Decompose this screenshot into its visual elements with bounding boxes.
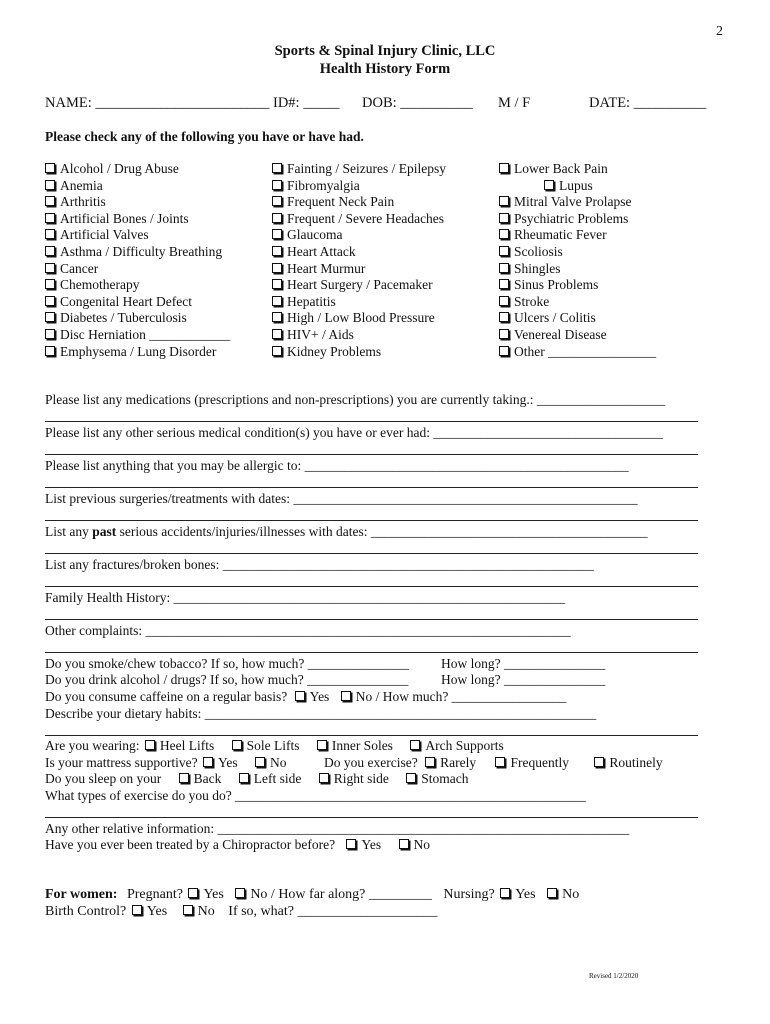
checkbox-icon[interactable] bbox=[239, 773, 249, 783]
condition-item[interactable]: Other ________________ bbox=[499, 344, 656, 361]
checkbox-icon[interactable] bbox=[272, 229, 282, 239]
form-title: Health History Form bbox=[319, 61, 451, 77]
checkbox-icon[interactable] bbox=[499, 279, 509, 289]
checkbox-icon[interactable] bbox=[45, 163, 55, 173]
checkbox-icon[interactable] bbox=[500, 888, 510, 898]
condition-item[interactable]: HIV+ / Aids bbox=[272, 327, 446, 344]
checkbox-icon[interactable] bbox=[499, 329, 509, 339]
wearing-question: Are you wearing: Heel Lifts Sole Lifts Inner Soles Arch Supports bbox=[45, 738, 504, 753]
condition-item[interactable]: Anemia bbox=[45, 178, 230, 195]
checkbox-icon[interactable] bbox=[399, 839, 409, 849]
condition-item[interactable]: Alcohol / Drug Abuse bbox=[45, 161, 230, 178]
checkbox-icon[interactable] bbox=[272, 196, 282, 206]
checkbox-icon[interactable] bbox=[272, 296, 282, 306]
checkbox-icon[interactable] bbox=[132, 905, 142, 915]
checkbox-icon[interactable] bbox=[272, 312, 282, 322]
checkbox-icon[interactable] bbox=[232, 740, 242, 750]
condition-item[interactable]: Fibromyalgia bbox=[272, 178, 446, 195]
condition-item[interactable]: Mitral Valve Prolapse bbox=[499, 194, 656, 211]
checkbox-icon[interactable] bbox=[45, 213, 55, 223]
conditions-col2 bbox=[272, 161, 446, 360]
checkbox-icon[interactable] bbox=[272, 163, 282, 173]
checkbox-icon[interactable] bbox=[272, 246, 282, 256]
checkbox-icon[interactable] bbox=[406, 773, 416, 783]
checkbox-icon[interactable] bbox=[45, 346, 55, 356]
condition-item[interactable]: Scoliosis bbox=[499, 244, 656, 261]
drink-how-long[interactable]: How long? _______________ bbox=[441, 672, 606, 687]
exercise-types-question[interactable]: What types of exercise do you do? ____________________________________________________ bbox=[45, 788, 587, 803]
dob-field[interactable]: DOB: __________ bbox=[362, 95, 473, 111]
revised-date: Revised 1/2/2020 bbox=[589, 972, 639, 980]
checkbox-icon[interactable] bbox=[272, 279, 282, 289]
birth-control-question: Birth Control? Yes No If so, what? ____________________ bbox=[45, 904, 438, 919]
checkbox-icon[interactable] bbox=[183, 905, 193, 915]
conditions-question[interactable]: Please list any other serious medical condition(s) you have or ever had: __________________________________ bbox=[45, 425, 663, 440]
checkbox-icon[interactable] bbox=[499, 246, 509, 256]
diet-question[interactable]: Describe your dietary habits: __________________________________________________________ bbox=[45, 706, 597, 721]
checkbox-icon[interactable] bbox=[495, 757, 505, 767]
condition-item[interactable]: Chemotherapy bbox=[45, 277, 230, 294]
chiropractor-question: Have you ever been treated by a Chiropractor before? Yes No bbox=[45, 837, 431, 852]
checkbox-icon[interactable] bbox=[179, 773, 189, 783]
answer-line[interactable] bbox=[45, 454, 698, 455]
checkbox-icon[interactable] bbox=[272, 263, 282, 273]
checkbox-icon[interactable] bbox=[272, 213, 282, 223]
checkbox-icon[interactable] bbox=[499, 163, 509, 173]
exercise-question: Do you exercise? Rarely Frequently Routinely bbox=[324, 755, 663, 770]
answer-line[interactable] bbox=[45, 520, 698, 521]
condition-item[interactable]: Frequent Neck Pain bbox=[272, 194, 446, 211]
condition-item[interactable]: Heart Surgery / Pacemaker bbox=[272, 277, 446, 294]
condition-item[interactable]: Disc Herniation ____________ bbox=[45, 327, 230, 344]
condition-item[interactable]: Artificial Valves bbox=[45, 227, 230, 244]
checkbox-icon[interactable] bbox=[272, 329, 282, 339]
condition-item[interactable]: Heart Attack bbox=[272, 244, 446, 261]
checkbox-icon[interactable] bbox=[203, 757, 213, 767]
answer-line[interactable] bbox=[45, 421, 698, 422]
checkbox-icon[interactable] bbox=[317, 740, 327, 750]
answer-line[interactable] bbox=[45, 652, 698, 653]
checkbox-icon[interactable] bbox=[255, 757, 265, 767]
checkbox-icon[interactable] bbox=[272, 346, 282, 356]
checkbox-icon[interactable] bbox=[499, 213, 509, 223]
condition-item[interactable]: Kidney Problems bbox=[272, 344, 446, 361]
checkbox-icon[interactable] bbox=[45, 180, 55, 190]
instruction: Please check any of the following you have or have had. bbox=[45, 129, 364, 144]
answer-line[interactable] bbox=[45, 735, 698, 736]
checkbox-icon[interactable] bbox=[145, 740, 155, 750]
checkbox-icon[interactable] bbox=[499, 312, 509, 322]
condition-item[interactable]: Cancer bbox=[45, 261, 230, 278]
condition-item[interactable]: Sinus Problems bbox=[499, 277, 656, 294]
condition-item[interactable]: Heart Murmur bbox=[272, 261, 446, 278]
checkbox-icon[interactable] bbox=[45, 312, 55, 322]
checkbox-icon[interactable] bbox=[346, 839, 356, 849]
accidents-question[interactable]: List any past serious accidents/injuries/illnesses with dates: _________________________________________ bbox=[45, 524, 648, 539]
checkbox-icon[interactable] bbox=[547, 888, 557, 898]
checkbox-icon[interactable] bbox=[425, 757, 435, 767]
checkbox-icon[interactable] bbox=[499, 263, 509, 273]
id-field[interactable]: ID#: _____ bbox=[273, 95, 340, 111]
condition-item[interactable]: Asthma / Difficulty Breathing bbox=[45, 244, 230, 261]
caffeine-question: Do you consume caffeine on a regular basis? Yes No / How much? _________________ bbox=[45, 689, 567, 704]
checkbox-icon[interactable] bbox=[410, 740, 420, 750]
family-history-question[interactable]: Family Health History: __________________________________________________________ bbox=[45, 590, 566, 605]
name-field[interactable]: NAME: ________________________ bbox=[45, 95, 270, 111]
condition-item[interactable]: Congenital Heart Defect bbox=[45, 294, 230, 311]
other-complaints-question[interactable]: Other complaints: _______________________________________________________________ bbox=[45, 623, 571, 638]
condition-item[interactable]: Ulcers / Colitis bbox=[499, 310, 656, 327]
checkbox-icon[interactable] bbox=[45, 329, 55, 339]
checkbox-icon[interactable] bbox=[295, 691, 305, 701]
answer-line[interactable] bbox=[45, 487, 698, 488]
checkbox-icon[interactable] bbox=[45, 263, 55, 273]
clinic-name: Sports & Spinal Injury Clinic, LLC bbox=[274, 43, 496, 59]
fractures-question[interactable]: List any fractures/broken bones: _______________________________________________________ bbox=[45, 557, 594, 572]
condition-item[interactable]: Fainting / Seizures / Epilepsy bbox=[272, 161, 446, 178]
answer-line[interactable] bbox=[45, 619, 698, 620]
condition-item[interactable]: Psychiatric Problems bbox=[499, 211, 656, 228]
conditions-col3 bbox=[499, 161, 656, 360]
page-number: 2 bbox=[716, 24, 723, 39]
condition-item[interactable]: High / Low Blood Pressure bbox=[272, 310, 446, 327]
allergies-question[interactable]: Please list anything that you may be allergic to: ________________________________________________ bbox=[45, 458, 629, 473]
surgeries-question[interactable]: List previous surgeries/treatments with dates: ___________________________________________________ bbox=[45, 491, 638, 506]
checkbox-icon[interactable] bbox=[544, 180, 554, 190]
checkbox-icon[interactable] bbox=[272, 180, 282, 190]
condition-item[interactable]: Rheumatic Fever bbox=[499, 227, 656, 244]
condition-item[interactable]: Stroke bbox=[499, 294, 656, 311]
drink-question[interactable]: Do you drink alcohol / drugs? If so, how much? _______________ bbox=[45, 672, 409, 687]
mattress-question: Is your mattress supportive? Yes No bbox=[45, 755, 287, 770]
checkbox-icon[interactable] bbox=[499, 196, 509, 206]
conditions-col1 bbox=[45, 161, 230, 360]
checkbox-icon[interactable] bbox=[499, 296, 509, 306]
checkbox-icon[interactable] bbox=[319, 773, 329, 783]
checkbox-icon[interactable] bbox=[594, 757, 604, 767]
condition-item[interactable]: Arthritis bbox=[45, 194, 230, 211]
checkbox-icon[interactable] bbox=[45, 229, 55, 239]
checkbox-icon[interactable] bbox=[235, 888, 245, 898]
women-section: For women: Pregnant? Yes No / How far along? _________ Nursing? Yes No bbox=[45, 887, 580, 902]
checkbox-icon[interactable] bbox=[45, 246, 55, 256]
answer-line[interactable] bbox=[45, 817, 698, 818]
checkbox-icon[interactable] bbox=[341, 691, 351, 701]
condition-item[interactable]: Diabetes / Tuberculosis bbox=[45, 310, 230, 327]
sleep-question: Do you sleep on your Back Left side Right side Stomach bbox=[45, 771, 469, 786]
condition-item[interactable]: Frequent / Severe Headaches bbox=[272, 211, 446, 228]
condition-item[interactable]: Lupus bbox=[499, 178, 656, 195]
checkbox-icon[interactable] bbox=[499, 229, 509, 239]
checkbox-icon[interactable] bbox=[188, 888, 198, 898]
relative-info-question[interactable]: Any other relative information: _____________________________________________________________ bbox=[45, 821, 630, 836]
checkbox-icon[interactable] bbox=[45, 196, 55, 206]
checkbox-icon[interactable] bbox=[499, 346, 509, 356]
checkbox-icon[interactable] bbox=[45, 296, 55, 306]
condition-item[interactable]: Glaucoma bbox=[272, 227, 446, 244]
condition-item[interactable]: Shingles bbox=[499, 261, 656, 278]
answer-line[interactable] bbox=[45, 553, 698, 554]
sex-field[interactable]: M / F bbox=[498, 95, 531, 111]
condition-item[interactable]: Artificial Bones / Joints bbox=[45, 211, 230, 228]
checkbox-icon[interactable] bbox=[45, 279, 55, 289]
smoke-how-long[interactable]: How long? _______________ bbox=[441, 656, 606, 671]
condition-item[interactable]: Emphysema / Lung Disorder bbox=[45, 344, 230, 361]
answer-line[interactable] bbox=[45, 586, 698, 587]
date-field[interactable]: DATE: __________ bbox=[589, 95, 707, 111]
condition-item[interactable]: Venereal Disease bbox=[499, 327, 656, 344]
medications-question[interactable]: Please list any medications (prescriptions and non-prescriptions) you are currently taking.: ___________________ bbox=[45, 392, 666, 407]
condition-item[interactable]: Lower Back Pain bbox=[499, 161, 656, 178]
smoke-question[interactable]: Do you smoke/chew tobacco? If so, how much? _______________ bbox=[45, 656, 410, 671]
condition-item[interactable]: Hepatitis bbox=[272, 294, 446, 311]
